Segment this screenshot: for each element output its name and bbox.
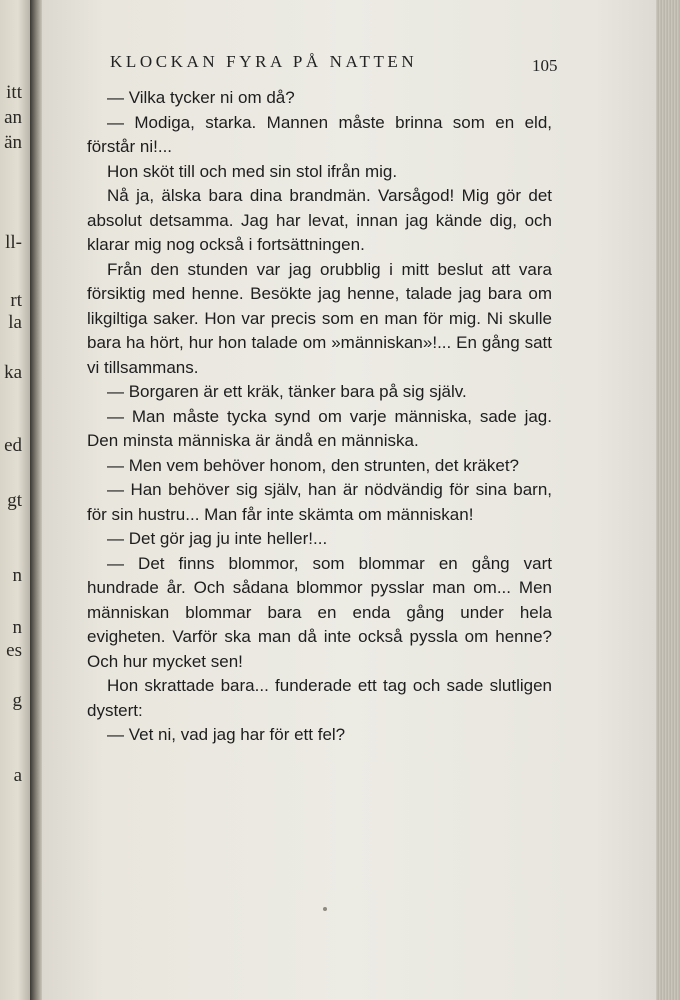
- paragraph: — Borgaren är ett kräk, tänker bara på sig själv.: [107, 382, 467, 401]
- left-page-text: gt: [7, 490, 22, 511]
- left-page-text: rt: [10, 290, 22, 311]
- paragraph: Hon sköt till och med sin stol ifrån mig.: [107, 161, 398, 181]
- paragraph: — Men vem behöver honom, den strunten, det kräket?: [107, 455, 520, 475]
- paragraph: Hon skrattade bara... funderade ett tag och sade slutligen dystert:: [87, 676, 552, 720]
- body-text: [87, 86, 552, 748]
- paragraph: — Han behöver sig själv, han är nödvändig för sina barn, för sin hustru... Man får inte skämta om människan!: [87, 480, 552, 524]
- left-page-text: ka: [4, 362, 22, 383]
- left-page-text: an: [4, 107, 22, 128]
- left-page-text: g: [12, 690, 22, 711]
- left-page-text: a: [13, 765, 22, 786]
- paragraph: — Det gör jag ju inte heller!...: [107, 529, 328, 548]
- paragraph: — Vet ni, vad jag har för ett fel?: [107, 725, 346, 744]
- book-gutter: [30, 0, 42, 1000]
- paragraph: — Man måste tycka synd om varje människa, sade jag. Den minsta människa är ändå en människa.: [87, 406, 552, 450]
- left-page-text: es: [6, 640, 22, 661]
- left-page-text: n: [12, 565, 22, 586]
- left-page-text: än: [4, 132, 22, 153]
- left-page-text: ed: [4, 435, 22, 456]
- page-edges: [656, 0, 680, 1000]
- left-page-text: itt: [6, 82, 22, 103]
- page-number: 105: [532, 56, 558, 75]
- left-page-text: n: [12, 617, 22, 638]
- paragraph: Nå ja, älska bara dina brandmän. Varsågod! Mig gör det absolut detsamma. Jag har levat, innan jag kände dig, och klarar mig nog också i fortsättningen.: [87, 186, 552, 254]
- paragraph: Från den stunden var jag orubblig i mitt beslut att vara försiktig med henne. Besökte jag henne, talade jag bara om likgiltiga saker. Hon var precis som en man för mig. Ni skulle bara ha hört, hur hon talade om »människan»!... En gång satt vi tillsammans.: [87, 259, 552, 377]
- paper-fleck: [323, 907, 327, 911]
- left-page-text: ll-: [5, 232, 22, 253]
- paragraph: — Vilka tycker ni om då?: [107, 88, 295, 107]
- left-page-fragment: [0, 0, 30, 1000]
- running-header: KLOCKAN FYRA PÅ NATTEN: [110, 52, 418, 71]
- paragraph: — Modiga, starka. Mannen måste brinna som en eld, förstår ni!...: [87, 112, 552, 156]
- left-page-text: la: [8, 312, 22, 333]
- paragraph: — Det finns blommor, som blommar en gång vart hundrade år. Och sådana blommor pysslar man om... Men människan blommar bara en enda gång under hela evigheten. Varför ska man då inte också pyssla om henne? Och hur mycket sen!: [87, 553, 552, 671]
